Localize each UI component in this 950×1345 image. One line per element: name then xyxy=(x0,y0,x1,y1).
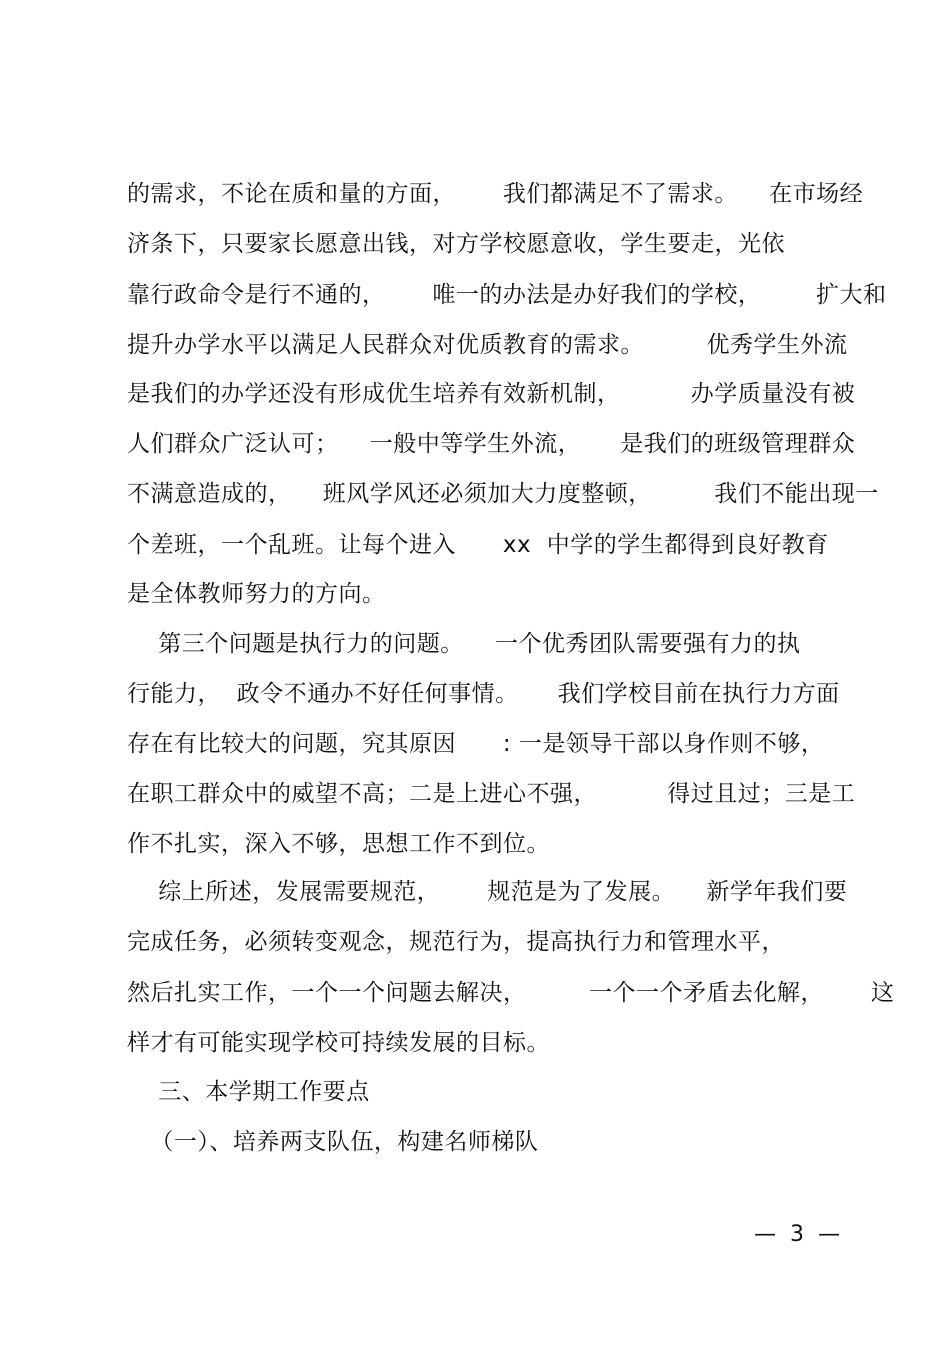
body-text-line: 个差班，一个乱班。让每个进入 xx 中学的学生都得到良好教育 xyxy=(127,532,829,558)
section-heading: 三、本学期工作要点 xyxy=(127,1079,370,1105)
body-text-line: 然后扎实工作，一个一个问题去解决， 一个一个矛盾去化解， 这 xyxy=(127,980,895,1006)
body-text-line: 样才有可能实现学校可持续发展的目标。 xyxy=(127,1030,550,1056)
subsection-heading: （一）、培养两支队伍，构建名师梯队 xyxy=(127,1129,539,1155)
body-text-line: 存在有比较大的问题，究其原因 : 一是领导干部以身作则不够， xyxy=(127,731,825,757)
page-number: — 3 — xyxy=(754,1222,840,1247)
body-text-line: 行能力， 政令不通办不好任何事情。 我们学校目前在执行力方面 xyxy=(127,681,840,707)
body-text-line: 靠行政命令是行不通的， 唯一的办法是办好我们的学校， 扩大和 xyxy=(127,282,887,308)
body-text-line: 是全体教师努力的方向。 xyxy=(127,581,386,607)
body-text-line: 在职工群众中的威望不高；二是上进心不强， 得过且过；三是工 xyxy=(127,781,856,807)
body-text-line: 提升办学水平以满足人民群众对优质教育的需求。 优秀学生外流 xyxy=(127,332,848,358)
body-text-line: 济条下，只要家长愿意出钱，对方学校愿意收，学生要走，光依 xyxy=(127,231,785,257)
body-text-line: 综上所述，发展需要规范， 规范是为了发展。 新学年我们要 xyxy=(127,879,848,905)
body-text-line: 不满意造成的， 班风学风还必须加大力度整顿， 我们不能出现一 xyxy=(127,481,879,507)
body-text-line: 完成任务，必须转变观念，规范行为，提高执行力和管理水平， xyxy=(127,929,785,955)
body-text-line: 第三个问题是执行力的问题。 一个优秀团队需要强有力的执 xyxy=(127,631,801,657)
body-text-line: 人们群众广泛认可； 一般中等学生外流， 是我们的班级管理群众 xyxy=(127,431,856,457)
body-text-line: 的需求，不论在质和量的方面， 我们都满足不了需求。 在市场经 xyxy=(127,181,864,207)
body-text-line: 作不扎实，深入不够，思想工作不到位。 xyxy=(127,831,550,857)
body-text-line: 是我们的办学还没有形成优生培养有效新机制， 办学质量没有被 xyxy=(127,381,856,407)
